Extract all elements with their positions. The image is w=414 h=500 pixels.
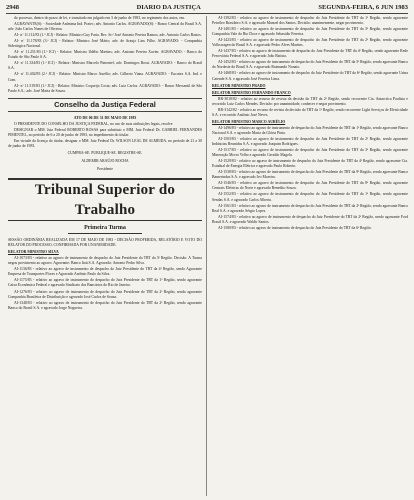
case-item: AI-1546/83 - relativo ao agravo de instrumento de despacho do Juiz Presidente do TRT da 8ª Região, sendo agravante Centrais Elétricas do Norte e agravado Benedito Souza.	[212, 181, 408, 191]
session-intro: SESSÃO ORDINÁRIA REALIZADA EM 17 DE MAIO DE 1983 - DECISÃO PROFERIDA, RELATÓRIO E VOTO DO RELATOR DO PROCESSO, CONFIRMADA POR UNANIMIDADE.	[8, 238, 202, 248]
paragraph: DESIGNAR o MM. Juiz Federal ROBERTO ROSAS para substituir o MM. Juiz Federal Dr. GABRIEL FERNANDES PIMENTEL, no período de 6 a 20 de junho de 1983, no impedimento do titular.	[8, 127, 202, 137]
right-column	[212, 16, 408, 496]
rapporteur-heading: RELATOR MINISTRO PRADO	[212, 83, 266, 88]
page-number: 2948	[6, 4, 19, 11]
case-item: AI-1276/83 - relativo ao agravo de instrumento de despacho do Juiz Presidente do TRT da 2ª Região, sendo agravante Companhia Brasileira de Distribuição e agravado José Carlos de Souza.	[8, 289, 202, 299]
rapporteur-heading: RELATOR MINISTRO SILVA	[8, 250, 59, 255]
case-item: AI-1574/83 - relativo ao agravo de instrumento de despacho do Juiz Presidente do TRT da 2ª Região, sendo agravante Ford Brasil S.A. e agravado Waldir Santos.	[212, 214, 408, 224]
case-item: RR-3142/82 - relativo ao recurso de revista da decisão do TRT da 1ª Região, sendo recorrente Light Serviços de Eletricidade S.A. e recorrido Antônio José Neves.	[212, 107, 408, 117]
signature-line: CUMPRA-SE. PUBLIQUE-SE. REGISTRE-SE.	[67, 150, 143, 155]
section-title-council: Conselho da Justiça Federal	[8, 98, 202, 112]
paragraph: AGRAVANTE(S): - Sociedade Anônima Ind. Pratec; adv. Antonio Carlos. AGRAVADO(S): - Banco Central do Brasil S.A. adv. João Carlos Nunes de Oliveira.	[8, 22, 202, 32]
signer-role: Presidente	[97, 167, 113, 172]
act-heading: ATO DE 06 DE 31 DE MAIO DE 1983	[73, 115, 137, 120]
journal-name: DIARIO DA JUSTIÇA	[136, 4, 201, 11]
paragraph: AI- nº 11.251/83 (1.ª JCJ) - Relator: Ministro Ildélio Martins; adv. Antonio Pereira Xavier. AGRAVADO: - Banco do Estado de São Paulo S.A.	[8, 50, 202, 60]
left-column	[8, 16, 202, 312]
paragraph: AI- nº 11.112/83 (1.ª JCJ) - Relator: Ministro Guy Faria. Rec. Sr.ª José Antonio Pereira Ramos; adv. Antonio Carlos Bastos.	[14, 33, 202, 38]
paragraph: AI- nº 11.178/83 (3.ª JCJ) - Relator: Ministro José Mário; adv. de Araujo Lins Filho. AGRAVADO: - Companhia Siderúrgica Nacional.	[8, 39, 202, 49]
case-item: AI-1437/83 - relativo ao agravo de instrumento de despacho do Juiz Presidente do TRT da 4ª Região, sendo agravante Rede Ferroviária Federal S.A. e agravado João Batista.	[212, 49, 408, 59]
case-item: AI-1348/83 - relativo ao agravo de instrumento de despacho do Juiz Presidente do TRT da 2ª Região, sendo agravante Banco do Brasil S.A. e agravado Jorge Nogueira.	[8, 300, 202, 310]
case-item: AI-1496/83 - relativo ao agravo de instrumento de despacho do Juiz Presidente do TRT da 1ª Região, sendo agravante Banco Nacional S.A. e agravado Maria da Glória Pinto.	[212, 125, 408, 135]
case-item: AI-1401/83 - relativo ao agravo de instrumento de despacho do Juiz Presidente do TRT da 3ª Região, sendo agravante Companhia Vale do Rio Doce e agravado Sebastião Ferreira.	[212, 27, 408, 37]
case-item: AI-1517/83 - relativo ao agravo de instrumento de despacho do Juiz Presidente do TRT da 3ª Região, sendo agravante Mineração Morro Velho e agravado Geraldo Magela.	[212, 148, 408, 158]
case-item: RR-3018/82 - relativo ao recurso de revista da decisão do TRT da 2ª Região, sendo recorrente Cia. Antarctica Paulista e recorrido Luiz Carlos Mendes. Decisão: por unanimidade, conhecer e negar provimento.	[212, 96, 408, 106]
case-item: AI-1503/83 - relativo ao agravo de instrumento de despacho do Juiz Presidente do TRT da 2ª Região, sendo agravante Indústrias Reunidas S.A. e agravado Joaquim Rodrigues.	[212, 136, 408, 147]
case-item: AI-1580/83 - relativo ao agravo de instrumento de despacho do Juiz Presidente do TRT da 6ª Região.	[218, 225, 372, 230]
case-item: AI-1392/83 - relativo ao agravo de instrumento de despacho do Juiz Presidente do TRT da 1ª Região, sendo agravante Petróleo Brasileiro S.A. e agravado Manoel dos Santos. Decisão: unanimemente, negar provimento.	[212, 16, 408, 26]
case-item: AI-1538/83 - relativo ao agravo de instrumento de despacho do Juiz Presidente do TRT da 9ª Região, sendo agravante Banco Bamerindus S.A. e agravado Ivo Moreira.	[212, 170, 408, 180]
case-item: AI-1468/83 - relativo ao agravo de instrumento de despacho do Juiz Presidente do TRT da 6ª Região, sendo agravante Usina Catende S.A. e agravado José Ferreira Lima.	[212, 71, 408, 81]
case-item: AI-1175/83 - relativo ao agravo de instrumento do despacho do Juiz Presidente do TRT da 1ª Região, sendo agravante Caixa Econômica Federal e agravado Sindicato dos Bancários do Rio de Janeiro.	[8, 278, 202, 288]
paragraph: AI- nº 11.519/83 (1.ª JCJ) - Relator: Ministro Coqueijo Costa; adv. Luiz Carlos. AGRAVADO: - Banco Mercantil de São Paulo S.A.; adv. José Maria de Souza.	[8, 83, 202, 93]
case-item: AI-1552/83 - relativo ao agravo de instrumento de despacho do Juiz Presidente do TRT da 1ª Região, sendo agravante Sendas S.A. e agravado Carlos Alberto.	[212, 192, 408, 202]
case-item: AI-1452/83 - relativo ao agravo de instrumento de despacho do Juiz Presidente do TRT da 5ª Região, sendo agravante Banco do Nordeste do Brasil S.A. e agravado Raimundo Nonato.	[212, 60, 408, 70]
case-item: AI-1136/83 - relativo ao agravo de instrumento de despacho do Juiz Presidente do TRT da 4ª Região, sendo Agravante Empresa de Transportes Flores e Agravado Antônio Paulo da Silva.	[8, 267, 202, 277]
paragraph: AI- nº 11.334/83 (1.ª JCJ) - Relator: Ministro Marcelo Pimentel; adv. Domingos Rossi. AGRAVADO: - Banco do Brasil S.A.	[8, 61, 202, 71]
paragraph: Em virtude da licença do titular, designar o MM. Juiz Federal Dr. WILSON LEAL DE ALMEIDA, no período de 21 a 30 de junho de 1983.	[8, 138, 202, 148]
paragraph: O PRESIDENTE DO CONSELHO DA JUSTIÇA FEDERAL, no uso de suas atribuições legais, resolve	[14, 121, 173, 126]
case-item: AI-1561/83 - relativo ao agravo de instrumento de despacho do Juiz Presidente do TRT da 2ª Região, sendo agravante Banco Real S.A. e agravado Sérgio Lopes.	[212, 203, 408, 213]
case-item: AI-1073/83 - relativo ao agravo de instrumento de despacho do Juiz Presidente do TRT da 3ª Região. Decisão: A Turma negou provimento ao agravo. Agravante: Banco Itaú S.A. Agravado: Antonio Pedro Silva.	[8, 256, 202, 266]
paragraph: AI- nº 11.402/83 (2.ª JCJ) - Relator: Ministro Marco Aurélio; adv. Gilberto Viana. AGRAVADO: - Eucatex S.A. Ind. e Com.	[8, 72, 202, 82]
case-item: AI-1423/83 - relativo ao agravo de instrumento de despacho do Juiz Presidente do TRT da 2ª Região, sendo agravante Volkswagen do Brasil S.A. e agravado Pedro Alves Martins.	[212, 38, 408, 48]
signer-name: ALDEMIR ARAÚJO ROCHA	[81, 158, 129, 163]
court-subtitle: Primeira Turma	[68, 223, 142, 234]
rapporteur-heading: RELATOR MINISTRO MARCO AURÉLIO	[212, 119, 286, 124]
issue-date: SEGUNDA-FEIRA, 6 JUN 1983	[318, 4, 408, 11]
paragraph: do processo, dentro do prazo de lei, e transitado em julgado em 3 de junho de 1983, no regimento dos autos, em.	[14, 16, 185, 20]
case-item: AI-1529/83 - relativo ao agravo de instrumento de despacho do Juiz Presidente do TRT da 4ª Região, sendo agravante Cia. Estadual de Energia Elétrica e agravado Paulo Roberto.	[212, 159, 408, 169]
top-paragraphs	[8, 16, 202, 94]
rapporteur-heading: RELATOR MINISTRO FERNANDO FRANCO	[212, 90, 291, 95]
court-title: Tribunal Superior do Trabalho	[8, 178, 202, 221]
column-divider	[206, 16, 207, 496]
page-header	[6, 4, 408, 14]
